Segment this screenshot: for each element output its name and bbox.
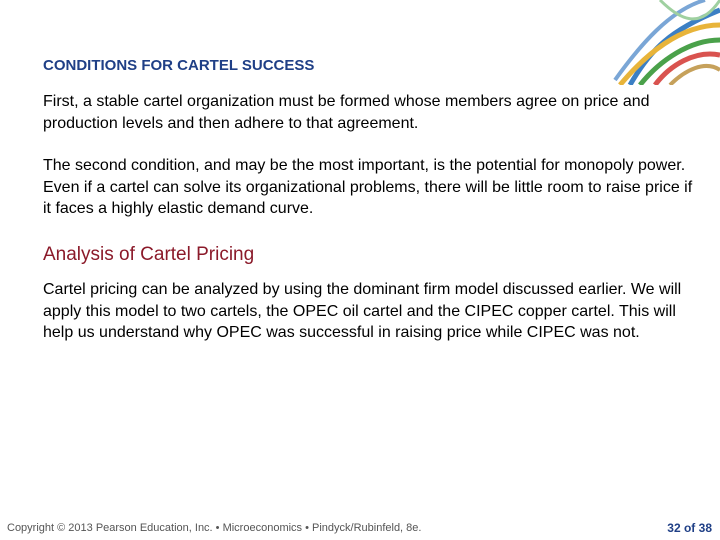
- colored-cables-image: [610, 0, 720, 85]
- footer-copyright: Copyright © 2013 Pearson Education, Inc. • Microeconomics • Pindyck/Rubinfeld, 8e.: [7, 522, 422, 534]
- slide-heading: CONDITIONS FOR CARTEL SUCCESS: [43, 57, 315, 74]
- paragraph-second-condition: The second condition, and may be the most important, is the potential for monopoly power. Even if a cartel can solve its organizational problems, there will be little room to raise price if it faces a highly elastic demand curve.: [43, 157, 693, 217]
- section-subheading: Analysis of Cartel Pricing: [43, 244, 255, 265]
- page-number: 32 of 38: [667, 521, 712, 535]
- paragraph-first-condition: First, a stable cartel organization must be formed whose members agree on price and production levels and then adhere to that agreement.: [43, 93, 650, 132]
- paragraph-cartel-pricing: Cartel pricing can be analyzed by using the dominant firm model discussed earlier. We will apply this model to two cartels, the OPEC oil cartel and the CIPEC copper cartel. This will help us understand why OPEC was successful in raising price while CIPEC was not.: [43, 281, 682, 341]
